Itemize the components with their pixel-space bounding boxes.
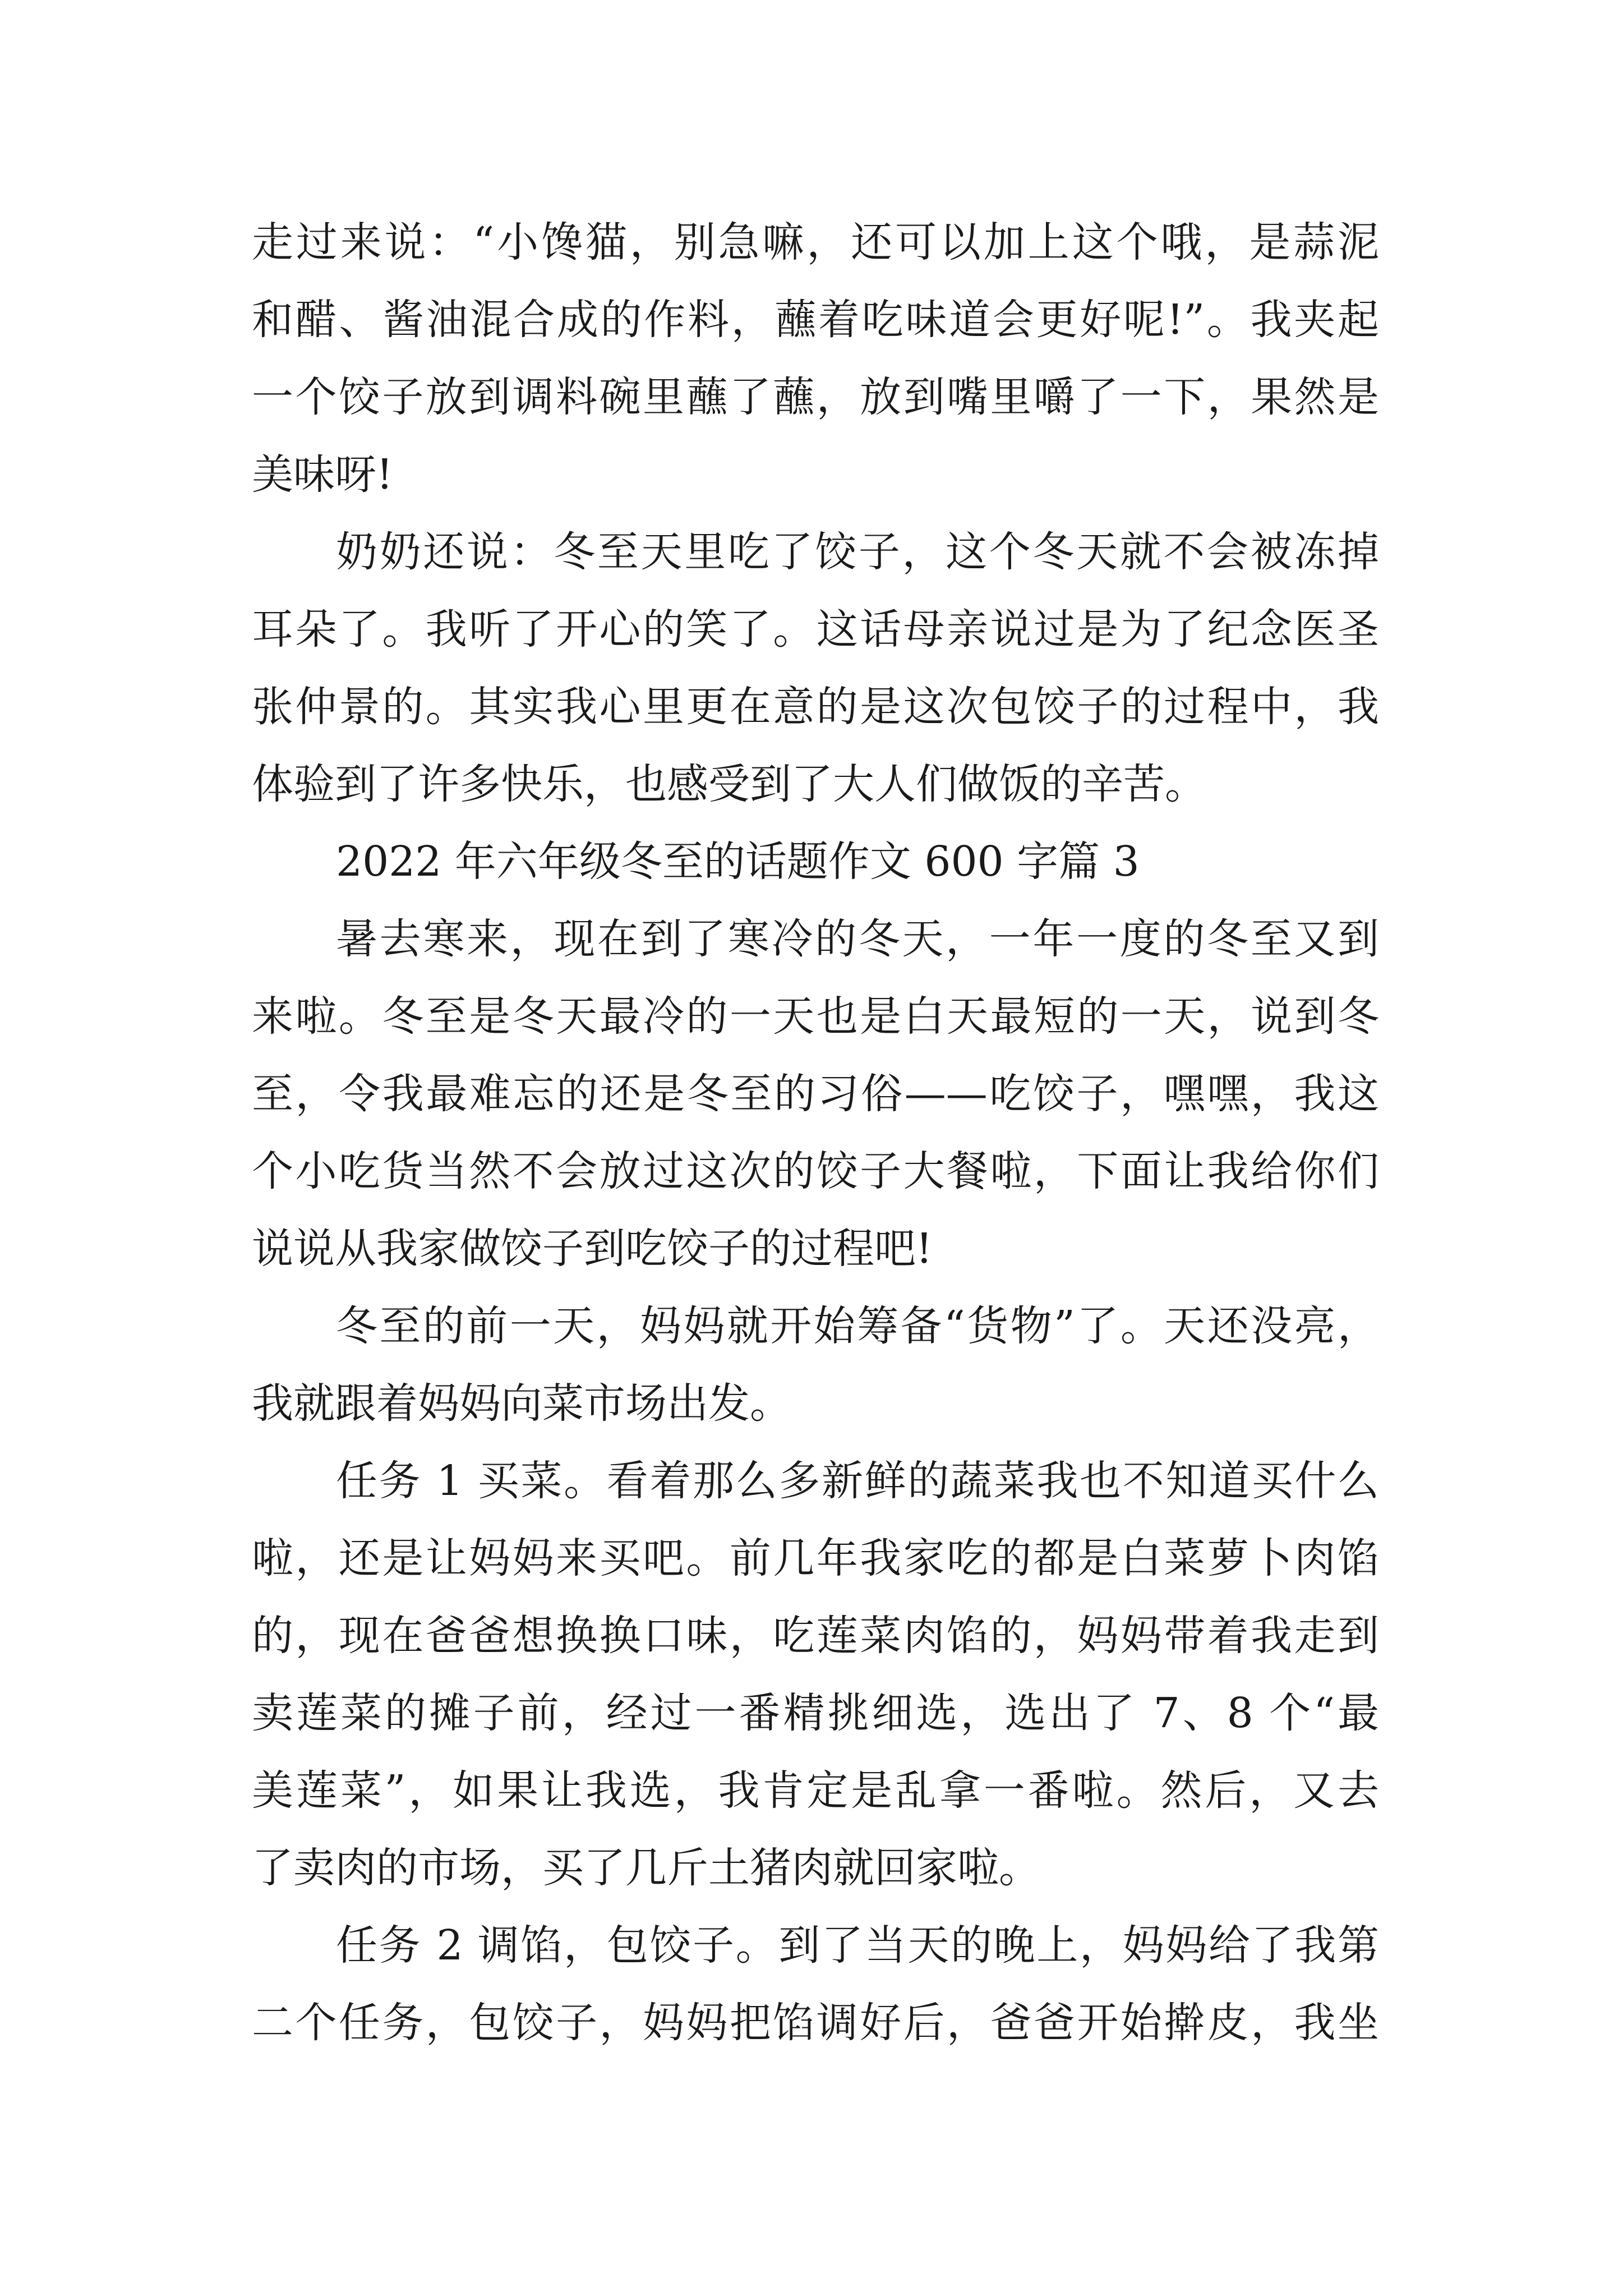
text-line: 我就跟着妈妈向菜市场出发。 bbox=[252, 1379, 791, 1428]
text-line: 和醋、酱油混合成的作料，蘸着吃味道会更好呢!”。我夹起 bbox=[252, 296, 1379, 344]
text-line: 个小吃货当然不会放过这次的饺子大餐啦，下面让我给你们 bbox=[252, 1147, 1379, 1195]
text-line: 二个任务，包饺子，妈妈把馅调好后，爸爸开始擀皮，我坐 bbox=[252, 1999, 1379, 2047]
text-line: 啦，还是让妈妈来买吧。前几年我家吃的都是白菜萝卜肉馅 bbox=[252, 1534, 1379, 1582]
text-line: 美味呀! bbox=[252, 450, 393, 499]
paragraph-first-line: 冬至的前一天，妈妈就开始筹备“货物”了。天还没亮， bbox=[336, 1302, 1379, 1350]
paragraph-first-line: 暑去寒来，现在到了寒冷的冬天，一年一度的冬至又到 bbox=[336, 915, 1379, 963]
text-line: 来啦。冬至是冬天最冷的一天也是白天最短的一天，说到冬 bbox=[252, 992, 1379, 1041]
text-line: 走过来说：“小馋猫，别急嘛，还可以加上这个哦，是蒜泥 bbox=[252, 218, 1379, 266]
text-line: 卖莲菜的摊子前，经过一番精挑细选，选出了 7、8 个“最 bbox=[252, 1689, 1379, 1737]
text-line: 的，现在爸爸想换换口味，吃莲菜肉馅的，妈妈带着我走到 bbox=[252, 1612, 1379, 1660]
paragraph-first-line: 奶奶还说：冬至天里吃了饺子，这个冬天就不会被冻掉 bbox=[336, 528, 1379, 576]
text-line: 至，令我最难忘的还是冬至的习俗——吃饺子，嘿嘿，我这 bbox=[252, 1070, 1379, 1118]
section-heading: 2022 年六年级冬至的话题作文 600 字篇 3 bbox=[336, 838, 1140, 886]
paragraph-first-line: 任务 1 买菜。看着那么多新鲜的蔬菜我也不知道买什么 bbox=[336, 1457, 1379, 1505]
text-line: 张仲景的。其实我心里更在意的是这次包饺子的过程中，我 bbox=[252, 683, 1379, 731]
text-line: 美莲菜”，如果让我选，我肯定是乱拿一番啦。然后，又去 bbox=[252, 1766, 1379, 1815]
text-line: 体验到了许多快乐，也感受到了大人们做饭的辛苦。 bbox=[252, 760, 1206, 808]
paragraph-first-line: 任务 2 调馅，包饺子。到了当天的晚上，妈妈给了我第 bbox=[336, 1921, 1379, 1970]
text-line: 一个饺子放到调料碗里蘸了蘸，放到嘴里嚼了一下，果然是 bbox=[252, 373, 1379, 421]
text-line: 了卖肉的市场，买了几斤土猪肉就回家啦。 bbox=[252, 1844, 1040, 1892]
text-line: 说说从我家做饺子到吃饺子的过程吧! bbox=[252, 1225, 933, 1273]
text-line: 耳朵了。我听了开心的笑了。这话母亲说过是为了纪念医圣 bbox=[252, 605, 1379, 654]
